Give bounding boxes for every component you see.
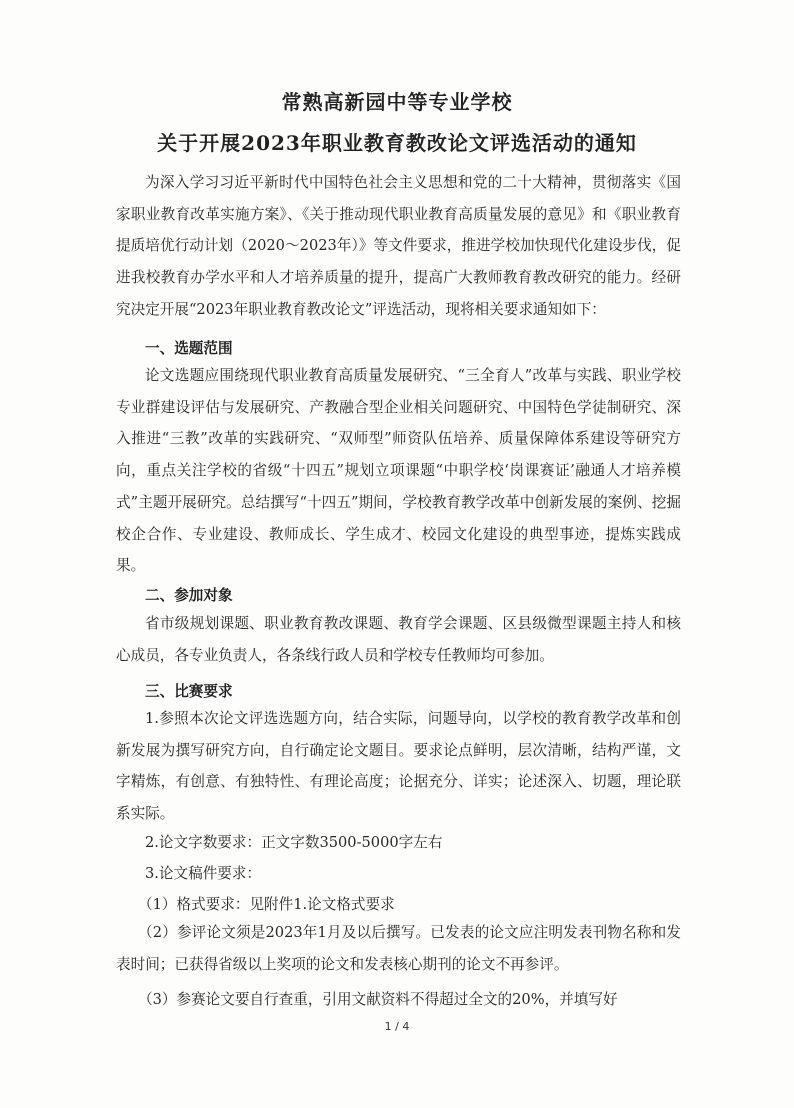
section1-paragraph: 论文选题应围绕现代职业教育高质量发展研究、“三全育人”改革与实践、职业学校专业群建设评估与发展研究、产教融合型企业相关问题研究、中国特色学徒制研究、深入推进“三教”改革的实践研究、“双师型”师资队伍培养、质量保障体系建设等研究方向，重点关注学校的省级“十四五”规划立项课题“中职学校‘岗课赛证’融通人才培养模式”主题开展研究。总结撰写“十四五”期间，学校教育教学改革中创新发展的案例、挖掘校企合作、专业建设、教师成长、学生成才、校园文化建设的典型事迹，提炼实践成果。 [116,367,681,575]
requirement-item-3-3: （3）参赛论文要自行查重，引用文献资料不得超过全文的20%，并填写好 [138,991,618,1008]
requirement-item-3: 3.论文稿件要求： [145,865,262,882]
requirement-item-2: 2.论文字数要求：正文字数3500-5000字左右 [145,834,443,851]
section3-heading: 三、比赛要求 [145,683,233,700]
notice-title: 关于开展2023年职业教育教改论文评选活动的通知 [157,131,637,155]
section2-paragraph: 省市级规划课题、职业教育教改课题、教育学会课题、区县级微型课题主持人和核心成员，各专业负责人，各条线行政人员和学校专任教师均可参加。 [116,615,681,664]
requirement-item-1: 1.参照本次论文评选选题方向，结合实际，问题导向，以学校的教育教学改革和创新发展为撰写研究方向，自行确定论文题目。要求论点鲜明，层次清晰，结构严谨，文字精炼，有创意、有独特性、有理论高度；论据充分、详实；论述深入、切题，理论联系实际。 [116,710,681,823]
section1-heading: 一、选题范围 [145,340,233,357]
requirement-item-3-1: （1）格式要求：见附件1.论文格式要求 [138,896,395,913]
page-number: 1 / 4 [384,1020,410,1033]
intro-paragraph: 为深入学习习近平新时代中国特色社会主义思想和党的二十大精神，贯彻落实《国家职业教育改革实施方案》、《关于推动现代职业教育高质量发展的意见》和《职业教育提质培优行动计划（2020～2023年）》等文件要求，推进学校加快现代化建设步伐，促进我校教育办学水平和人才培养质量的提升，提高广大教师教育教改研究的能力。经研究决定开展“2023年职业教育教改论文”评选活动，现将相关要求通知如下： [116,174,681,318]
school-name-title: 常熟高新园中等专业学校 [281,90,513,114]
requirement-item-3-2: （2）参评论文须是2023年1月及以后撰写。已发表的论文应注明发表刊物名称和发表时间；已获得省级以上奖项的论文和发表核心期刊的论文不再参评。 [116,924,681,973]
section2-heading: 二、参加对象 [145,587,233,604]
